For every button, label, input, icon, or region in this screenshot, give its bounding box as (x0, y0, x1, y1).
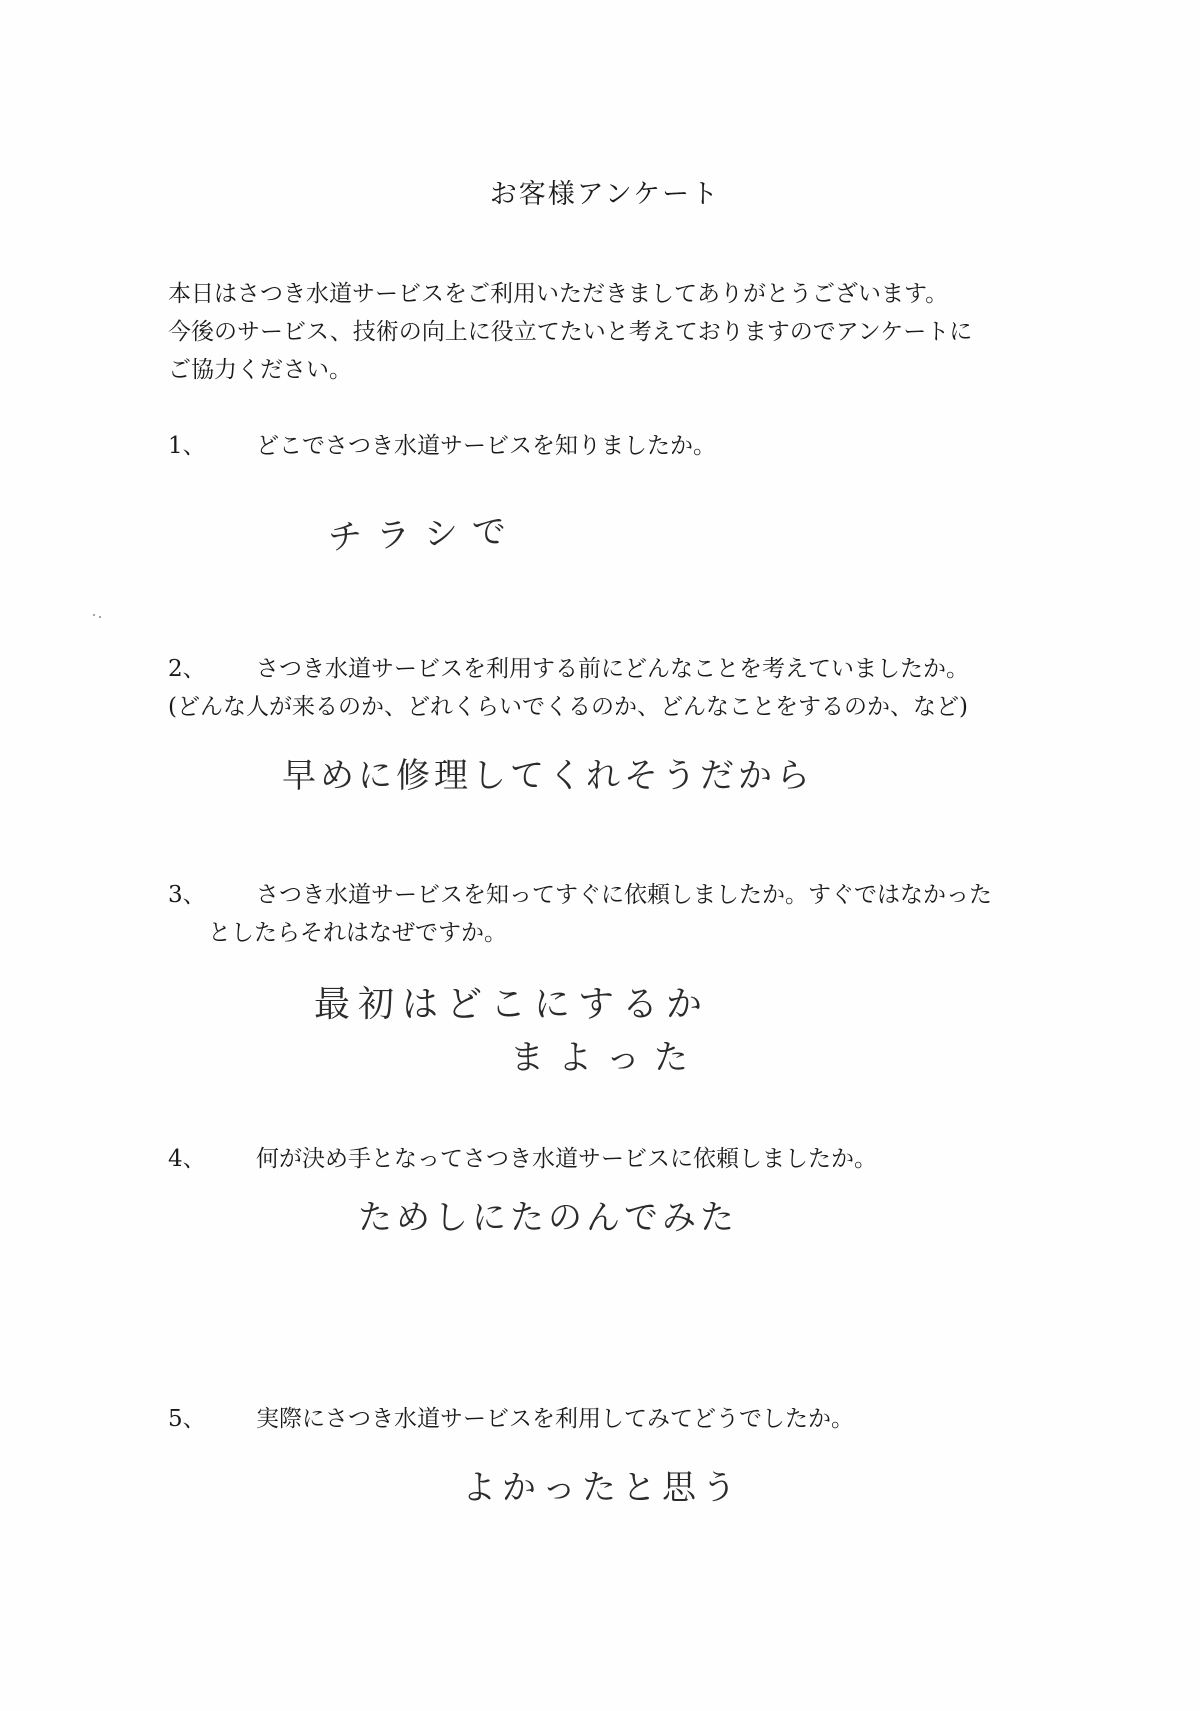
answer-4-handwritten: ためしにたのんでみた (358, 1198, 738, 1238)
question-2-number: 2、 (168, 656, 206, 682)
question-3-text: さつき水道サービスを知ってすぐに依頼しましたか。すぐではなかった (256, 882, 992, 908)
intro-line: ご協力ください。 (168, 357, 352, 383)
question-3-subtext: としたらそれはなぜですか。 (208, 920, 507, 946)
question-5-number: 5、 (168, 1406, 206, 1432)
answer-2-handwritten: 早めに修理してくれそうだから (282, 756, 814, 796)
answer-3-handwritten-line2: まよった (510, 1038, 702, 1078)
question-4-number: 4、 (168, 1146, 206, 1172)
question-4-text: 何が決め手となってさつき水道サービスに依頼しましたか。 (256, 1146, 877, 1172)
answer-1-handwritten: チラシで (327, 511, 521, 558)
question-2-text: さつき水道サービスを利用する前にどんなことを考えていましたか。 (256, 656, 969, 682)
intro-paragraph (168, 275, 1068, 389)
question-1-text: どこでさつき水道サービスを知りましたか。 (256, 433, 716, 459)
intro-line: 今後のサービス、技術の向上に役立てたいと考えておりますのでアンケートに (168, 319, 973, 345)
scan-speck (99, 616, 101, 618)
answer-5-handwritten: よかったと思う (462, 1468, 742, 1508)
question-1-number: 1、 (168, 433, 206, 459)
scan-speck (93, 614, 95, 616)
question-2-subtext: (どんな人が来るのか、どれくらいでくるのか、どんなことをするのか、など) (168, 694, 968, 720)
question-5-text: 実際にさつき水道サービスを利用してみてどうでしたか。 (256, 1406, 854, 1432)
answer-3-handwritten-line1: 最初はどこにするか (314, 984, 711, 1025)
page-title: お客様アンケート (489, 179, 721, 210)
intro-line: 本日はさつき水道サービスをご利用いただきましてありがとうございます。 (168, 281, 949, 307)
question-3-number: 3、 (168, 882, 206, 908)
